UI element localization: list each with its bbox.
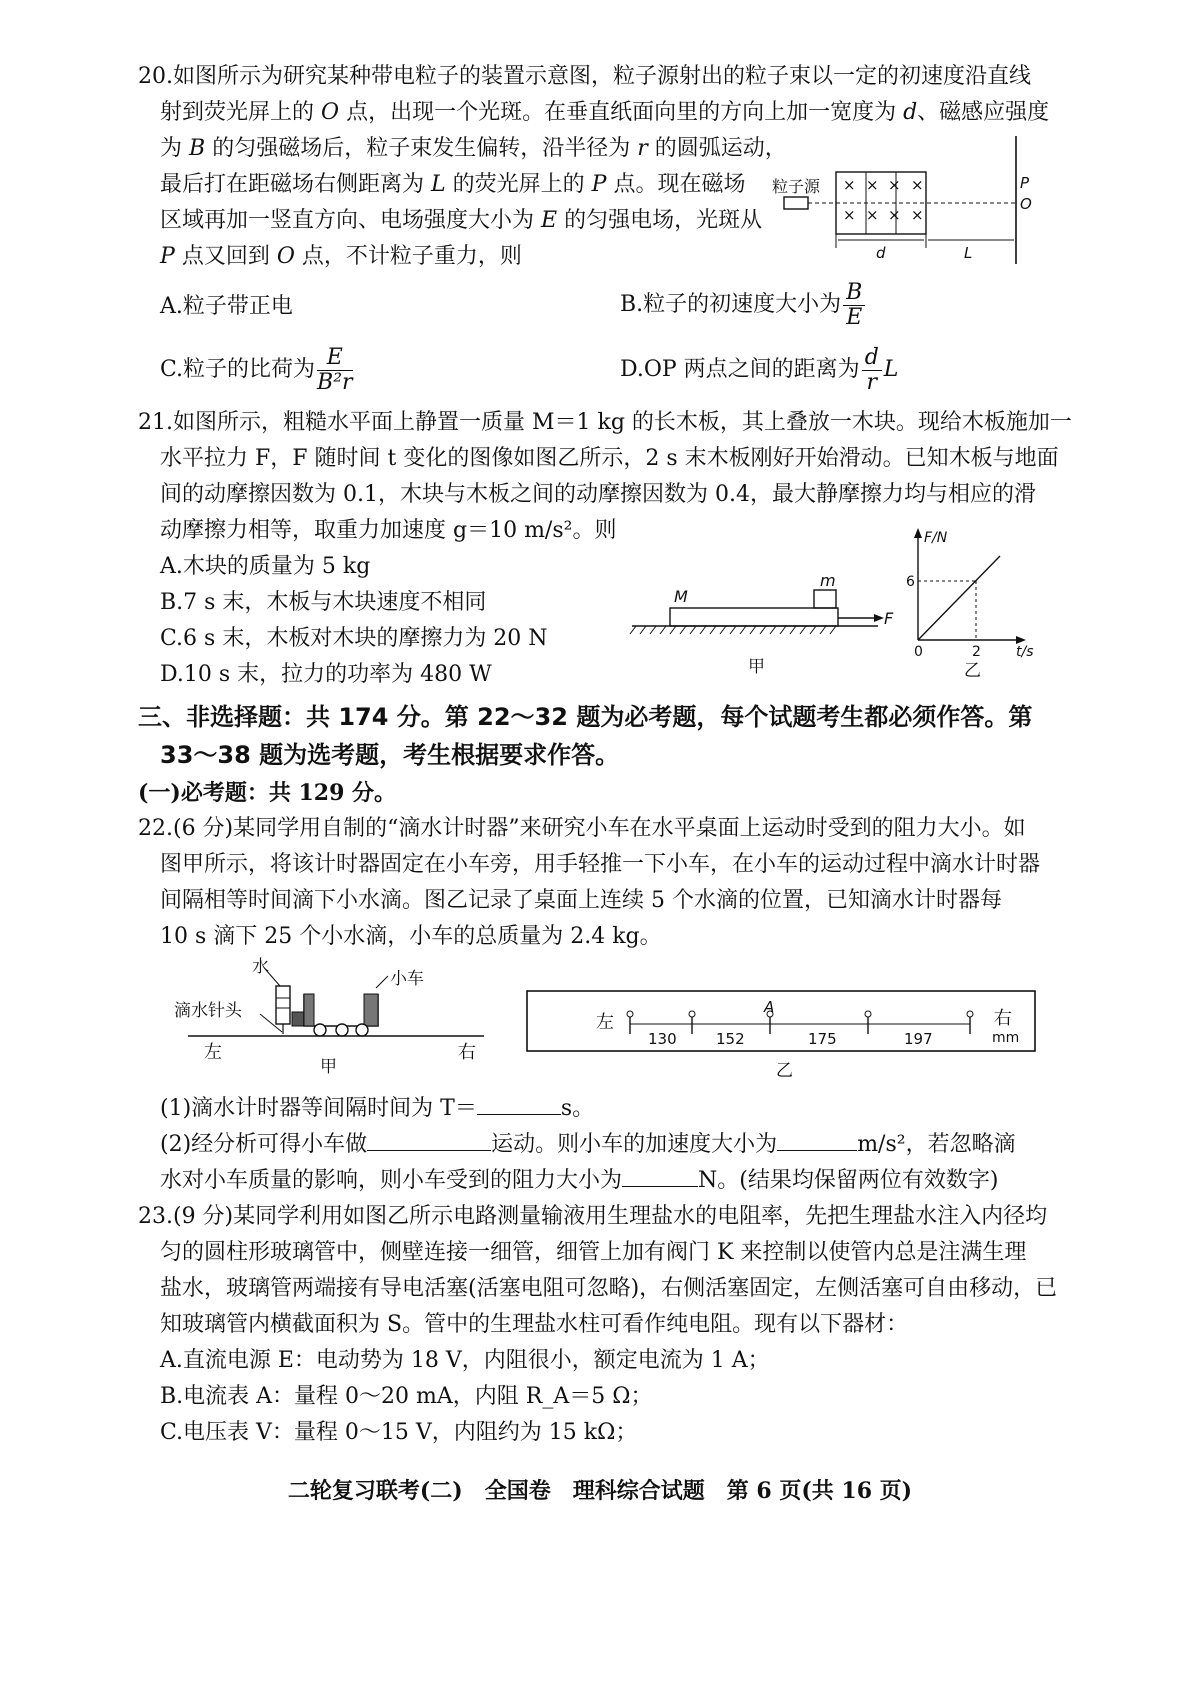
- point-A-label: A: [764, 998, 775, 1016]
- q23-item-a: A.直流电源 E：电动势为 18 V，内阻很小，额定电流为 1 A；: [160, 1348, 770, 1373]
- figure-yi-caption: 乙: [964, 661, 981, 681]
- cart-wheel: [336, 1024, 348, 1036]
- left-direction-label: 左: [204, 1042, 222, 1063]
- q21-line-1: 21.如图所示，粗糙水平面上静置一质量 M＝1 kg 的长木板，其上叠放一木块。现给木板施加一: [138, 410, 1072, 435]
- q22-subquestion-1: (1)滴水计时器等间隔时间为 T＝ s。: [160, 1092, 594, 1124]
- svg-text:×: ×: [866, 176, 879, 194]
- svg-text:×: ×: [843, 176, 856, 194]
- point-P-label: P: [1020, 174, 1030, 192]
- q20-option-d: D.OP 两点之间的距离为 $\frac{d}{r}$ L: [620, 344, 899, 395]
- q22-line-2: 图甲所示，将该计时器固定在小车旁，用手轻推一下小车，在小车的运动过程中滴水计时器: [160, 852, 1041, 877]
- ground-hatching: [630, 626, 836, 634]
- y-axis-label: F/N: [924, 530, 948, 546]
- water-label: 水: [252, 957, 269, 977]
- q23-line-4: 知玻璃管内横截面积为 S。管中的生理盐水柱可看作纯电阻。现有以下器材：: [160, 1312, 909, 1337]
- figure-jia-caption: 甲: [320, 1057, 337, 1077]
- q20-line-5: 区域再加一竖直方向、电场强度大小为 E 的匀强电场，光斑从: [160, 208, 763, 233]
- q21-option-a: A.木块的质量为 5 kg: [160, 554, 371, 579]
- cart-wheel: [314, 1024, 326, 1036]
- svg-text:×: ×: [911, 176, 924, 194]
- water-drop-4: [865, 1011, 871, 1017]
- section-3-heading-line-2: 33～38 题为选考题，考生根据要求作答。: [160, 741, 620, 769]
- force-F-label: F: [884, 609, 894, 628]
- field-crosses: [843, 176, 924, 224]
- q21-force-time-graph: [900, 528, 1040, 694]
- section-3-subheading: (一)必考题：共 129 分。: [138, 780, 397, 806]
- figure-jia-caption: 甲: [748, 657, 765, 677]
- q22-line-3: 间隔相等时间滴下小水滴。图乙记录了桌面上连续 5 个水滴的位置，已知滴水计时器每: [160, 888, 1002, 913]
- answer-blank-resistance[interactable]: [622, 1164, 698, 1187]
- q21-line-4: 动摩擦力相等，取重力加速度 g＝10 m/s²。则: [160, 518, 617, 543]
- q21-line-2: 水平拉力 F，F 随时间 t 变化的图像如图乙所示，2 s 末木板刚好开始滑动。已知木板与地面: [160, 446, 1059, 471]
- q23-line-1: 23.(9 分)某同学利用如图乙所示电路测量输液用生理盐水的电阻率，先把生理盐水注入内径均: [138, 1204, 1048, 1229]
- q20-magnetic-field-figure: [766, 136, 1036, 266]
- q20-option-b: B.粒子的初速度大小为 $\frac{B}{E}$: [620, 280, 867, 330]
- point-O-label: O: [1020, 195, 1032, 213]
- x-tick-2: 2: [972, 644, 981, 660]
- water-drop-5: [967, 1011, 973, 1017]
- distance-L-label: L: [964, 244, 973, 262]
- water-drop-2: [689, 1011, 695, 1017]
- y-tick-6: 6: [906, 574, 915, 590]
- width-d-label: d: [876, 244, 886, 262]
- answer-blank-acceleration[interactable]: [777, 1128, 857, 1151]
- q23-line-2: 匀的圆柱形玻璃管中，侧壁连接一细管，细管上加有阀门 K 来控制以使管内总是注满生理: [160, 1240, 1027, 1265]
- section-3-heading-line-1: 三、非选择题：共 174 分。第 22～32 题为必考题，每个试题考生都必须作答。第: [138, 703, 1033, 731]
- drip-timer-bottle: [276, 986, 290, 1024]
- origin-label: 0: [914, 644, 923, 660]
- segment-3-label: 175: [808, 1030, 837, 1048]
- particle-source-label: 粒子源: [772, 177, 821, 196]
- q21-option-c: C.6 s 末，木板对木块的摩擦力为 20 N: [160, 626, 548, 651]
- svg-text:×: ×: [843, 206, 856, 224]
- page-footer: 二轮复习联考(二) 全国卷 理科综合试题 第 6 页(共 16 页): [287, 1478, 913, 1504]
- q21-option-b: B.7 s 末，木板与木块速度不相同: [160, 590, 487, 615]
- q22-water-drop-tape-figure: [524, 988, 1044, 1080]
- q22-line-4: 10 s 滴下 25 个小水滴，小车的总质量为 2.4 kg。: [160, 924, 662, 949]
- q20-line-2: 射到荧光屏上的 O 点，出现一个光斑。在垂直纸面向里的方向上加一宽度为 d、磁感应强度: [160, 100, 1050, 125]
- q21-board-block-figure: [628, 568, 908, 688]
- x-axis-label: t/s: [1016, 644, 1034, 660]
- svg-text:×: ×: [888, 176, 901, 194]
- cart-wheel: [356, 1024, 368, 1036]
- tape-left-label: 左: [596, 1012, 614, 1033]
- small-block: [814, 590, 836, 608]
- q21-option-d: D.10 s 末，拉力的功率为 480 W: [160, 662, 492, 687]
- svg-text:×: ×: [888, 206, 901, 224]
- q22-subquestion-2-cont: 水对小车质量的影响，则小车受到的阻力大小为 N。(结果均保留两位有效数字): [160, 1164, 998, 1196]
- q20-line-1: 20.如图所示为研究某种带电粒子的装置示意图，粒子源射出的粒子束以一定的初速度沿直线: [138, 64, 1031, 89]
- q20-line-4: 最后打在距磁场右侧距离为 L 的荧光屏上的 P 点。现在磁场: [160, 172, 746, 197]
- q20-line-3: 为 B 的匀强磁场后，粒子束发生偏转，沿半径为 r 的圆弧运动，: [160, 136, 787, 161]
- q20-option-c: C.粒子的比荷为 $\frac{E}{\text{B²r}}$: [160, 344, 353, 395]
- needle-label: 滴水针头: [174, 1001, 242, 1021]
- answer-blank-motion-type[interactable]: [367, 1128, 491, 1151]
- segment-4-label: 197: [904, 1030, 933, 1048]
- tape-right-label: 右: [994, 1008, 1012, 1029]
- q22-line-1: 22.(6 分)某同学用自制的“滴水计时器”来研究小车在水平桌面上运动时受到的阻力大小。如: [138, 816, 1026, 841]
- q21-line-3: 间的动摩擦因数为 0.1，木块与木板之间的动摩擦因数为 0.4，最大静摩擦力均与相应的滑: [160, 482, 1036, 507]
- water-drop-1: [627, 1011, 633, 1017]
- particle-source-box: [784, 197, 808, 209]
- q22-subquestion-2: (2)经分析可得小车做 运动。则小车的加速度大小为 m/s²，若忽略滴: [160, 1128, 1016, 1160]
- svg-text:×: ×: [866, 206, 879, 224]
- mass-M-label: M: [674, 587, 688, 606]
- mass-m-label: m: [820, 571, 836, 590]
- right-direction-label: 右: [458, 1042, 476, 1063]
- segment-2-label: 152: [716, 1030, 745, 1048]
- q23-item-c: C.电压表 V：量程 0～15 V，内阻约为 15 kΩ；: [160, 1420, 638, 1445]
- q23-line-3: 盐水，玻璃管两端接有导电活塞(活塞电阻可忽略)，右侧活塞固定，左侧活塞可自由移动，已: [160, 1276, 1058, 1301]
- svg-text:×: ×: [911, 206, 924, 224]
- figure-yi-caption: 乙: [776, 1061, 793, 1080]
- q22-drip-timer-cart-figure: [168, 954, 498, 1080]
- force-line: [918, 556, 1000, 640]
- segment-1-label: 130: [648, 1030, 677, 1048]
- answer-blank-T[interactable]: [477, 1092, 561, 1115]
- long-board: [670, 608, 838, 626]
- cart-label: 小车: [390, 969, 424, 989]
- tape-unit-label: mm: [992, 1030, 1020, 1046]
- q20-line-6: P 点又回到 O 点，不计粒子重力，则: [160, 244, 522, 269]
- q23-item-b: B.电流表 A：量程 0～20 mA，内阻 R_A＝5 Ω；: [160, 1384, 653, 1409]
- q20-option-a: A.粒子带正电: [160, 294, 293, 319]
